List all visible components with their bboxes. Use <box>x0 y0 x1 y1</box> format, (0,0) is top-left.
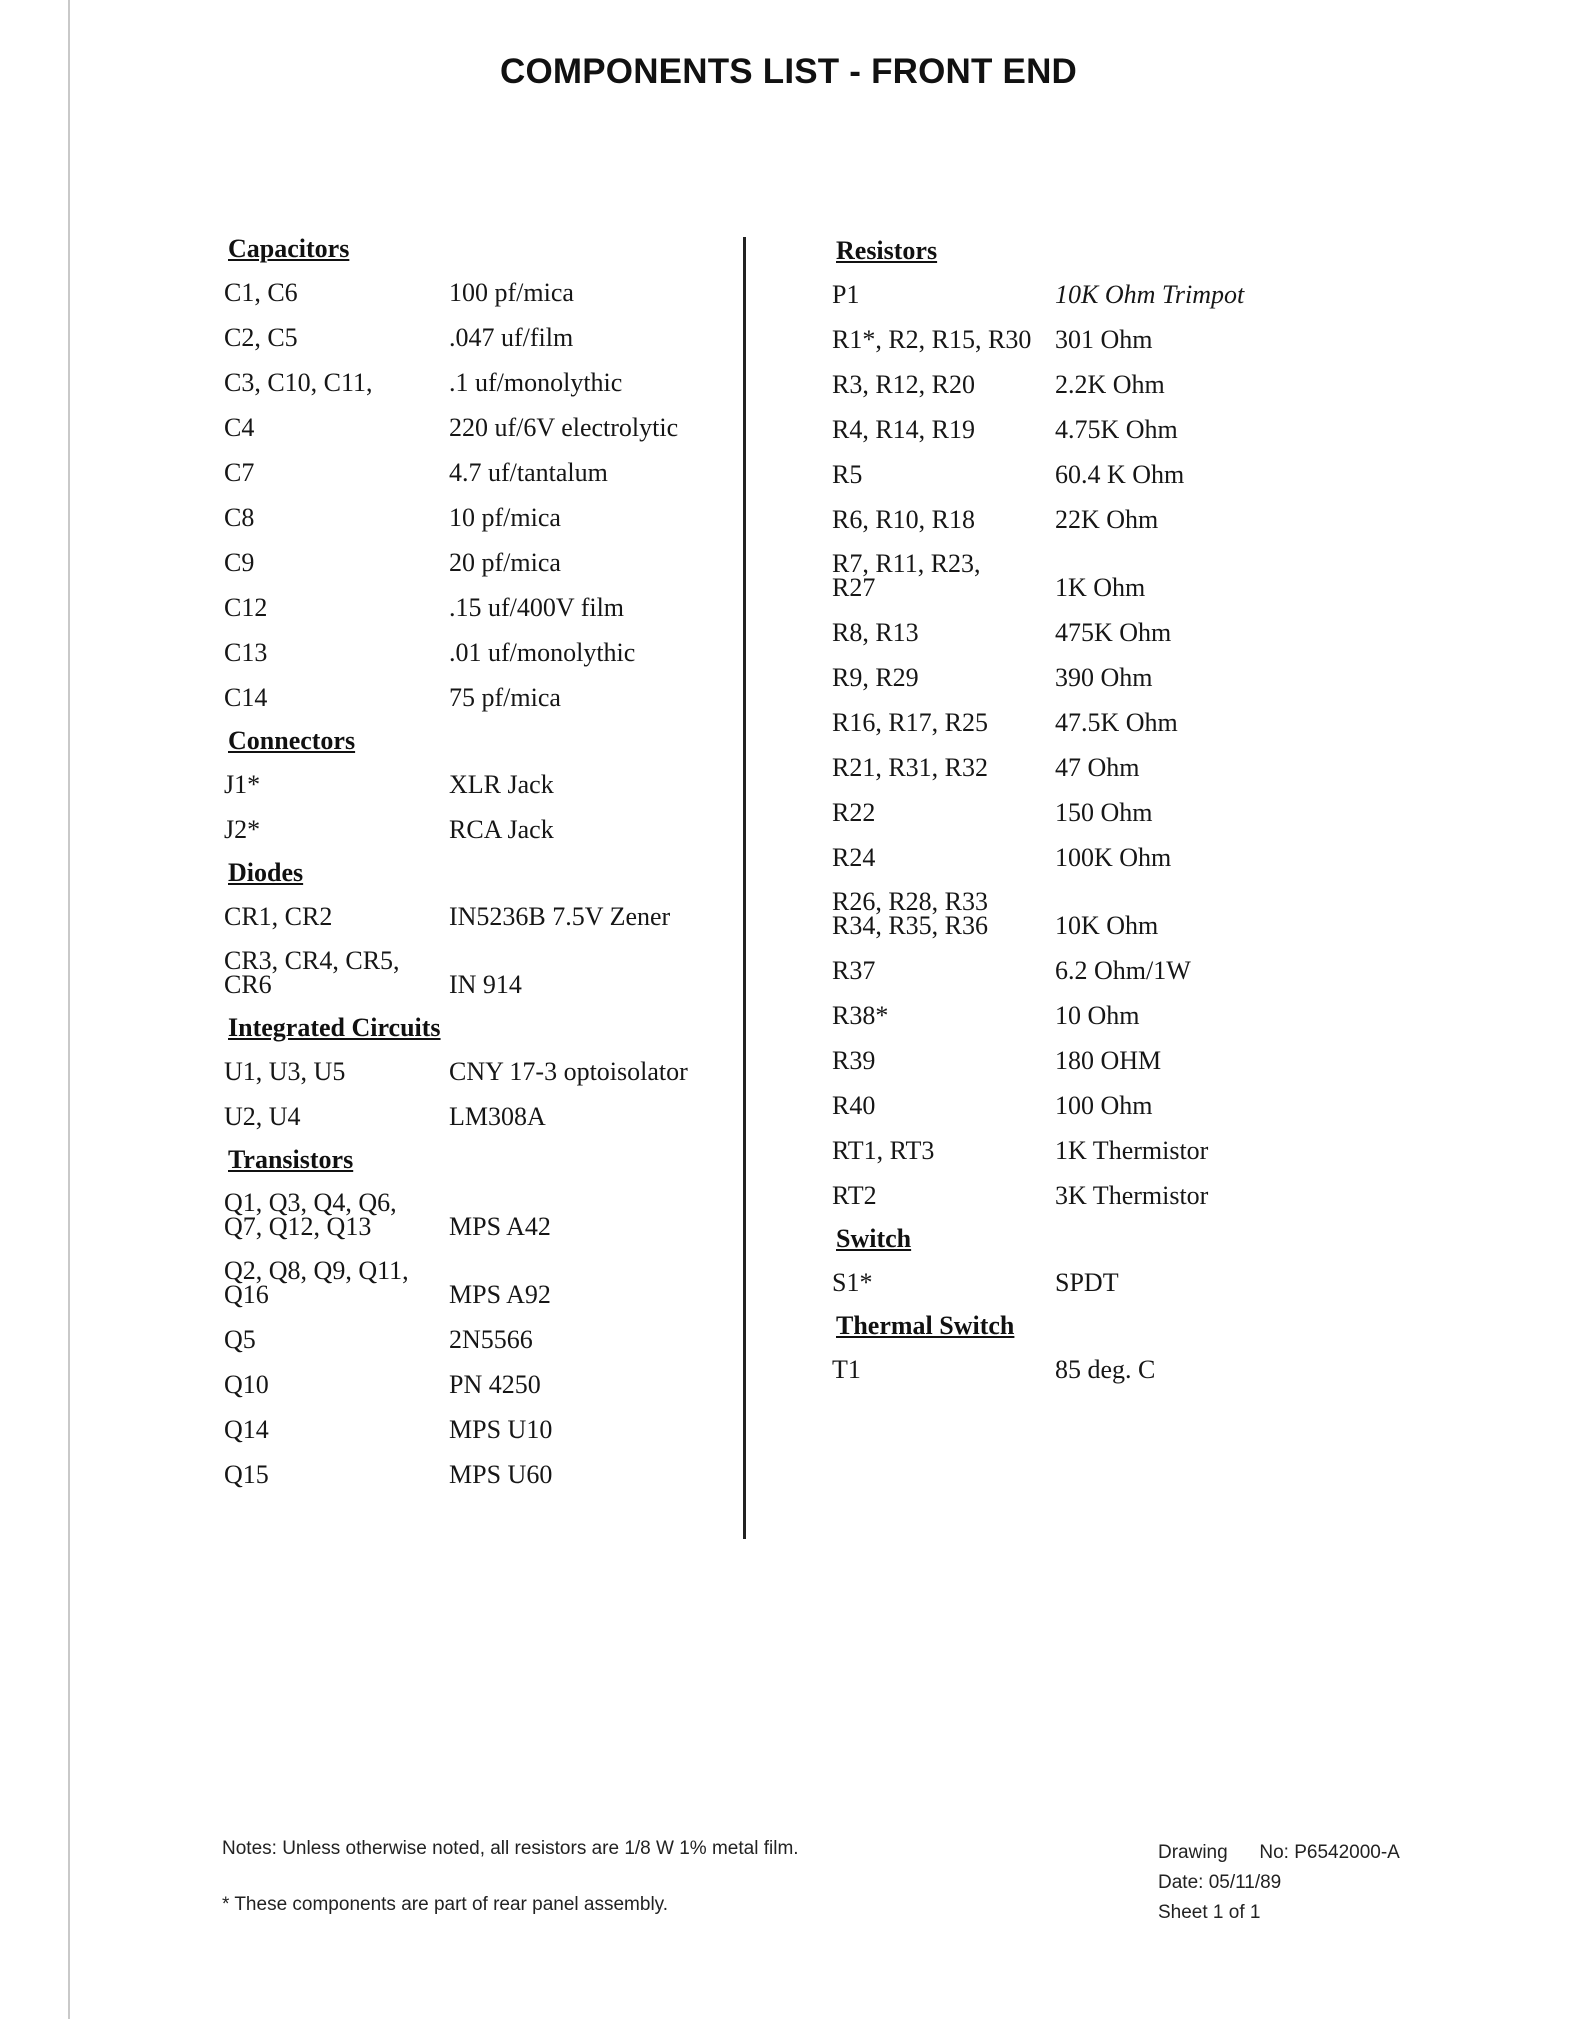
component-ref: T1 <box>832 1355 861 1384</box>
component-value: IN 914 <box>449 970 522 999</box>
component-value: PN 4250 <box>449 1370 541 1399</box>
component-ref: C8 <box>224 503 255 532</box>
component-ref: Q14 <box>224 1415 269 1444</box>
component-ref: Q1, Q3, Q4, Q6, Q7, Q12, Q13 <box>224 1188 397 1241</box>
component-row <box>832 540 1392 608</box>
component-value: MPS U60 <box>449 1460 553 1489</box>
document-title: COMPONENTS LIST - FRONT END <box>499 52 1078 91</box>
component-row <box>224 1405 724 1450</box>
left-column <box>224 232 724 1495</box>
component-value: 20 pf/mica <box>449 548 561 577</box>
component-ref: R16, R17, R25 <box>832 708 989 737</box>
component-value: 1K Ohm <box>1055 573 1146 602</box>
drawing-sheet: Sheet 1 of 1 <box>1158 1902 1261 1923</box>
component-ref: C13 <box>224 638 268 667</box>
component-ref: R6, R10, R18 <box>832 505 976 534</box>
section-switch <box>832 1222 1392 1303</box>
component-value: SPDT <box>1055 1268 1119 1297</box>
component-row <box>224 805 724 850</box>
component-value: .1 uf/monolythic <box>449 368 623 397</box>
component-row <box>832 495 1392 540</box>
component-ref: P1 <box>832 280 860 309</box>
component-value: 6.2 Ohm/1W <box>1055 956 1191 985</box>
component-row <box>832 743 1392 788</box>
section-thermal-switch <box>832 1309 1392 1390</box>
component-ref: C2, C5 <box>224 323 298 352</box>
component-ref: C7 <box>224 458 255 487</box>
component-row <box>224 313 724 358</box>
component-value: 390 Ohm <box>1055 663 1153 692</box>
component-ref: R7, R11, R23, R27 <box>832 549 981 602</box>
component-row <box>832 315 1392 360</box>
section-diodes <box>224 856 724 1005</box>
component-ref: C4 <box>224 413 255 442</box>
section-heading: Switch <box>836 1224 912 1253</box>
section-heading: Integrated Circuits <box>228 1013 441 1042</box>
component-ref: R1*, R2, R15, R30 <box>832 325 1032 354</box>
component-ref: R3, R12, R20 <box>832 370 976 399</box>
component-row <box>224 1360 724 1405</box>
right-column <box>832 234 1392 1390</box>
component-ref: U2, U4 <box>224 1102 301 1131</box>
component-row <box>224 403 724 448</box>
section-heading: Transistors <box>228 1145 354 1174</box>
component-row <box>832 1036 1392 1081</box>
component-value: .047 uf/film <box>449 323 574 352</box>
scan-edge-line <box>68 0 70 2019</box>
component-row <box>832 653 1392 698</box>
component-row <box>832 991 1392 1036</box>
component-row <box>832 1258 1392 1303</box>
component-row <box>224 448 724 493</box>
component-row <box>224 892 724 937</box>
component-row <box>224 1092 724 1137</box>
component-ref: R37 <box>832 956 876 985</box>
column-divider <box>743 237 746 1539</box>
component-value: 85 deg. C <box>1055 1355 1156 1384</box>
component-ref: R22 <box>832 798 876 827</box>
component-ref: C1, C6 <box>224 278 298 307</box>
notes-block <box>222 1838 1022 1950</box>
component-ref: CR1, CR2 <box>224 902 333 931</box>
component-value: 47 Ohm <box>1055 753 1140 782</box>
component-row <box>832 608 1392 653</box>
drawing-info-block <box>1158 1838 1478 1928</box>
component-value: MPS A42 <box>449 1212 551 1241</box>
component-value: 4.7 uf/tantalum <box>449 458 608 487</box>
section-heading: Diodes <box>228 858 304 887</box>
drawing-number: Drawing No: P6542000-A <box>1158 1842 1400 1863</box>
component-row <box>832 878 1392 946</box>
notes-line-resistors: Notes: Unless otherwise noted, all resistors are 1/8 W 1% metal film. <box>222 1838 799 1859</box>
section-transistors <box>224 1143 724 1495</box>
component-ref: J2* <box>224 815 261 844</box>
component-value: 2.2K Ohm <box>1055 370 1165 399</box>
component-row <box>224 538 724 583</box>
component-value: CNY 17-3 optoisolator <box>449 1057 688 1086</box>
component-ref: Q5 <box>224 1325 256 1354</box>
component-value: XLR Jack <box>449 770 554 799</box>
component-row <box>224 1047 724 1092</box>
component-ref: R4, R14, R19 <box>832 415 976 444</box>
component-value: .01 uf/monolythic <box>449 638 636 667</box>
section-capacitors <box>224 232 724 718</box>
component-row <box>224 493 724 538</box>
component-value: 4.75K Ohm <box>1055 415 1178 444</box>
component-value: RCA Jack <box>449 815 554 844</box>
component-row <box>832 1171 1392 1216</box>
component-ref: RT1, RT3 <box>832 1136 935 1165</box>
component-row <box>224 1315 724 1360</box>
component-row <box>224 937 724 1005</box>
component-value: 60.4 K Ohm <box>1055 460 1185 489</box>
component-row <box>224 1247 724 1315</box>
component-value: 100 pf/mica <box>449 278 574 307</box>
component-ref: R8, R13 <box>832 618 919 647</box>
component-row <box>832 360 1392 405</box>
component-row <box>832 1126 1392 1171</box>
component-value: 2N5566 <box>449 1325 533 1354</box>
component-value: 1K Thermistor <box>1055 1136 1209 1165</box>
component-value: 47.5K Ohm <box>1055 708 1178 737</box>
section-heading: Connectors <box>228 726 356 755</box>
component-row <box>224 583 724 628</box>
component-ref: C3, C10, C11, <box>224 368 373 397</box>
component-value: 220 uf/6V electrolytic <box>449 413 679 442</box>
section-heading: Resistors <box>836 236 938 265</box>
component-ref: R5 <box>832 460 863 489</box>
component-ref: U1, U3, U5 <box>224 1057 346 1086</box>
component-ref: Q10 <box>224 1370 269 1399</box>
component-value: 475K Ohm <box>1055 618 1172 647</box>
component-row <box>224 673 724 718</box>
component-value: MPS U10 <box>449 1415 553 1444</box>
component-row <box>832 788 1392 833</box>
component-value: .15 uf/400V film <box>449 593 625 622</box>
component-ref: R39 <box>832 1046 876 1075</box>
component-row <box>224 628 724 673</box>
component-value: LM308A <box>449 1102 546 1131</box>
component-ref: C9 <box>224 548 255 577</box>
component-value: 10 Ohm <box>1055 1001 1140 1030</box>
component-row <box>832 833 1392 878</box>
component-ref: R24 <box>832 843 876 872</box>
component-row <box>832 1081 1392 1126</box>
component-row <box>832 946 1392 991</box>
component-value: 180 OHM <box>1055 1046 1162 1075</box>
component-value: 10 pf/mica <box>449 503 561 532</box>
component-value: 75 pf/mica <box>449 683 561 712</box>
component-ref: R26, R28, R33 R34, R35, R36 <box>832 887 989 940</box>
section-connectors <box>224 724 724 850</box>
component-value: 100 Ohm <box>1055 1091 1153 1120</box>
component-value: MPS A92 <box>449 1280 551 1309</box>
component-value: 10K Ohm Trimpot <box>1055 280 1245 309</box>
component-row <box>224 1179 724 1247</box>
component-row <box>832 450 1392 495</box>
component-ref: C12 <box>224 593 268 622</box>
component-ref: R9, R29 <box>832 663 919 692</box>
component-ref: S1* <box>832 1268 873 1297</box>
component-ref: RT2 <box>832 1181 877 1210</box>
component-ref: R40 <box>832 1091 876 1120</box>
component-value: 301 Ohm <box>1055 325 1153 354</box>
section-resistors <box>832 234 1392 1216</box>
component-ref: R21, R31, R32 <box>832 753 989 782</box>
component-ref: R38* <box>832 1001 889 1030</box>
component-row <box>224 1450 724 1495</box>
section-heading: Thermal Switch <box>836 1311 1015 1340</box>
drawing-date: Date: 05/11/89 <box>1158 1872 1282 1893</box>
component-row <box>832 405 1392 450</box>
component-value: 10K Ohm <box>1055 911 1159 940</box>
component-value: IN5236B 7.5V Zener <box>449 902 671 931</box>
component-row <box>832 1345 1392 1390</box>
component-value: 100K Ohm <box>1055 843 1172 872</box>
component-value: 150 Ohm <box>1055 798 1153 827</box>
component-ref: J1* <box>224 770 261 799</box>
component-value: 3K Thermistor <box>1055 1181 1209 1210</box>
component-ref: C14 <box>224 683 268 712</box>
component-row <box>224 268 724 313</box>
notes-line-rear-panel: * These components are part of rear panel assembly. <box>222 1894 669 1915</box>
component-ref: Q2, Q8, Q9, Q11, Q16 <box>224 1256 409 1309</box>
section-heading: Capacitors <box>228 234 350 263</box>
component-row <box>224 358 724 403</box>
component-row <box>224 760 724 805</box>
component-ref: Q15 <box>224 1460 269 1489</box>
component-row <box>832 698 1392 743</box>
component-ref: CR3, CR4, CR5, CR6 <box>224 946 400 999</box>
section-integrated-circuits <box>224 1011 724 1137</box>
component-value: 22K Ohm <box>1055 505 1159 534</box>
component-row <box>832 270 1392 315</box>
